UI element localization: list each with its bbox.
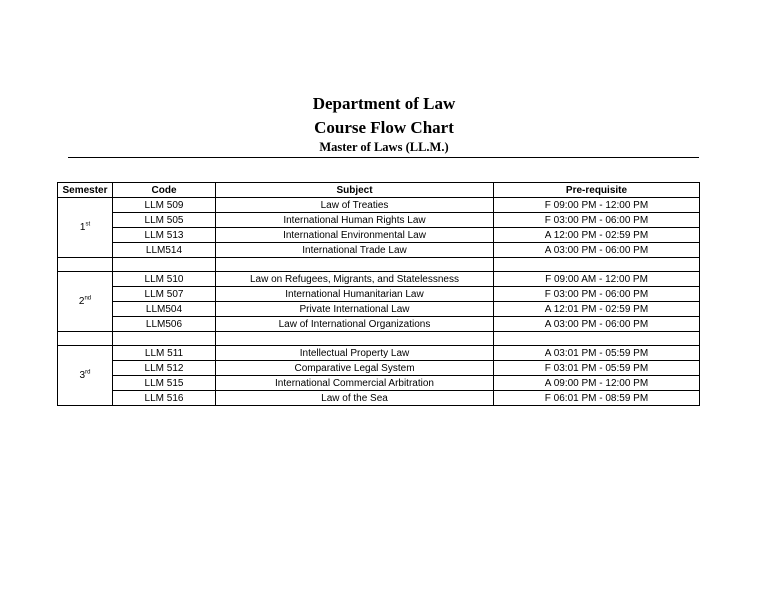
semester-cell: [58, 272, 113, 332]
course-prerequisite: F 06:01 PM - 08:59 PM: [494, 391, 700, 406]
course-subject: International Humanitarian Law: [216, 287, 494, 302]
course-code: LLM 511: [113, 346, 216, 361]
document-title: Course Flow Chart: [314, 118, 454, 137]
table-row: [58, 228, 700, 243]
course-subject: Law of Treaties: [216, 198, 494, 213]
semester-number: 2: [78, 296, 85, 307]
spacer-row: [58, 332, 700, 346]
course-subject: Intellectual Property Law: [216, 346, 494, 361]
title-divider: [68, 157, 699, 158]
column-header-semester: Semester: [58, 183, 113, 198]
program-name: Master of Laws (LL.M.): [319, 140, 449, 154]
table-row: [58, 243, 700, 258]
table-row: [58, 287, 700, 302]
course-prerequisite: F 03:00 PM - 06:00 PM: [494, 287, 700, 302]
course-code: LLM 515: [113, 376, 216, 391]
table-row: [58, 272, 700, 287]
table-row: [58, 361, 700, 376]
course-code: LLM 510: [113, 272, 216, 287]
course-subject: International Trade Law: [216, 243, 494, 258]
course-prerequisite: F 09:00 AM - 12:00 PM: [494, 272, 700, 287]
semester-number: 1: [79, 222, 86, 233]
table-row: [58, 376, 700, 391]
semester-cell: [58, 198, 113, 258]
semester-ordinal: st: [85, 221, 91, 228]
course-code: LLM 512: [113, 361, 216, 376]
column-header-code: Code: [113, 183, 216, 198]
course-code: LLM514: [113, 243, 216, 258]
semester-number: 3: [79, 370, 86, 381]
course-subject: Private International Law: [216, 302, 494, 317]
semester-ordinal: nd: [84, 295, 92, 302]
column-header-prerequisite: Pre-requisite: [494, 183, 700, 198]
course-subject: Comparative Legal System: [216, 361, 494, 376]
course-flow-table: [57, 182, 700, 406]
table-row: [58, 198, 700, 213]
column-header-subject: Subject: [216, 183, 494, 198]
course-code: LLM 513: [113, 228, 216, 243]
semester-ordinal: rd: [85, 369, 91, 376]
table-header-row: [58, 183, 700, 198]
course-prerequisite: A 12:00 PM - 02:59 PM: [494, 228, 700, 243]
course-prerequisite: A 03:01 PM - 05:59 PM: [494, 346, 700, 361]
course-code: LLM 505: [113, 213, 216, 228]
course-code: LLM506: [113, 317, 216, 332]
course-code: LLM 509: [113, 198, 216, 213]
spacer-row: [58, 258, 700, 272]
course-prerequisite: A 12:01 PM - 02:59 PM: [494, 302, 700, 317]
course-subject: International Human Rights Law: [216, 213, 494, 228]
course-code: LLM 507: [113, 287, 216, 302]
course-subject: International Commercial Arbitration: [216, 376, 494, 391]
course-subject: Law of International Organizations: [216, 317, 494, 332]
course-code: LLM 516: [113, 391, 216, 406]
table-row: [58, 391, 700, 406]
table-row: [58, 302, 700, 317]
table-row: [58, 317, 700, 332]
course-code: LLM504: [113, 302, 216, 317]
course-prerequisite: F 03:00 PM - 06:00 PM: [494, 213, 700, 228]
course-subject: Law of the Sea: [216, 391, 494, 406]
table-row: [58, 213, 700, 228]
course-subject: Law on Refugees, Migrants, and Statelessness: [216, 272, 494, 287]
course-prerequisite: F 03:01 PM - 05:59 PM: [494, 361, 700, 376]
course-prerequisite: A 03:00 PM - 06:00 PM: [494, 243, 700, 258]
department-title: Department of Law: [312, 94, 456, 113]
course-prerequisite: A 03:00 PM - 06:00 PM: [494, 317, 700, 332]
course-prerequisite: A 09:00 PM - 12:00 PM: [494, 376, 700, 391]
course-prerequisite: F 09:00 PM - 12:00 PM: [494, 198, 700, 213]
semester-cell: [58, 346, 113, 406]
table-row: [58, 346, 700, 361]
course-subject: International Environmental Law: [216, 228, 494, 243]
